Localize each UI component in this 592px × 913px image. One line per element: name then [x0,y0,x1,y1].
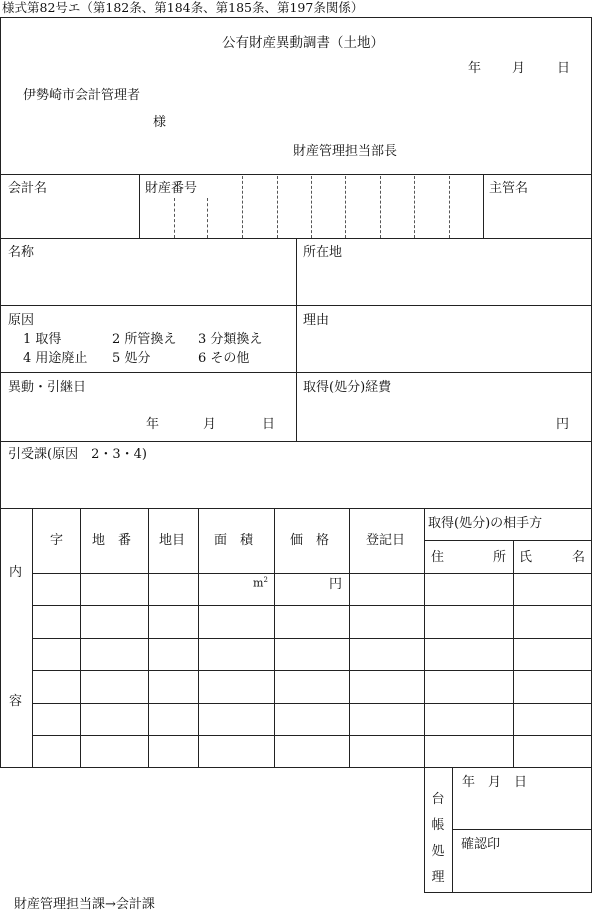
ledger-label: 台 帳 処 理 [431,792,445,885]
label-justification: 理由 [303,313,330,328]
header-land-category: 地目 [159,533,186,548]
reason-option-6: 6 その他 [198,351,250,366]
area-unit: $m^2$ [253,576,268,590]
date-day: 日 [557,61,571,76]
label-reason: 原因 [8,313,35,328]
label-department: 主管名 [489,181,529,196]
header-address-1: 住 [431,550,445,565]
routing-note: 財産管理担当課→会計課 [14,897,155,912]
reason-option-2: 2 所管換え [112,332,177,347]
price-unit: 円 [329,577,343,592]
label-property-number: 財産番号 [145,181,198,196]
addressee: 伊勢崎市会計管理者 [23,88,141,103]
header-price: 価 格 [290,533,330,548]
cost-yen-unit: 円 [556,417,570,432]
date-year: 年 [468,61,482,76]
side-label-inner: 内 [9,565,23,580]
ledger-date: 年 月 日 [462,775,528,790]
form-title: 公有財産異動調書（土地） [222,35,384,51]
header-lot-number: 地 番 [92,533,132,548]
label-account-name: 会計名 [8,181,48,196]
ledger-seal: 確認印 [461,837,501,852]
label-receiving-section: 引受課(原因 2・3・4) [8,447,147,462]
header-area: 面 積 [214,533,254,548]
reason-option-5: 5 処分 [112,351,151,366]
reason-option-1: 1 取得 [23,332,62,347]
reason-option-3: 3 分類換え [198,332,263,347]
change-date-month: 月 [203,417,217,432]
header-name-1: 氏 [519,550,533,565]
change-date-year: 年 [146,417,160,432]
header-aza: 字 [50,533,64,548]
header-registration-date: 登記日 [366,533,406,548]
label-location: 所在地 [303,245,343,260]
label-name: 名称 [8,245,35,260]
sender: 財産管理担当部長 [293,144,398,159]
label-change-date: 異動・引継日 [8,380,87,395]
header-address-2: 所 [493,550,507,565]
side-label-content: 容 [9,694,23,709]
header-name-2: 名 [572,550,586,565]
honorific: 様 [153,115,167,130]
change-date-day: 日 [262,417,276,432]
header-counterparty: 取得(処分)の相手方 [428,516,543,531]
date-month: 月 [512,61,526,76]
label-acquisition-cost: 取得(処分)経費 [303,380,392,395]
reason-option-4: 4 用途廃止 [23,351,88,366]
form-reference: 様式第82号エ（第182条、第184条、第185条、第197条関係） [2,0,364,15]
